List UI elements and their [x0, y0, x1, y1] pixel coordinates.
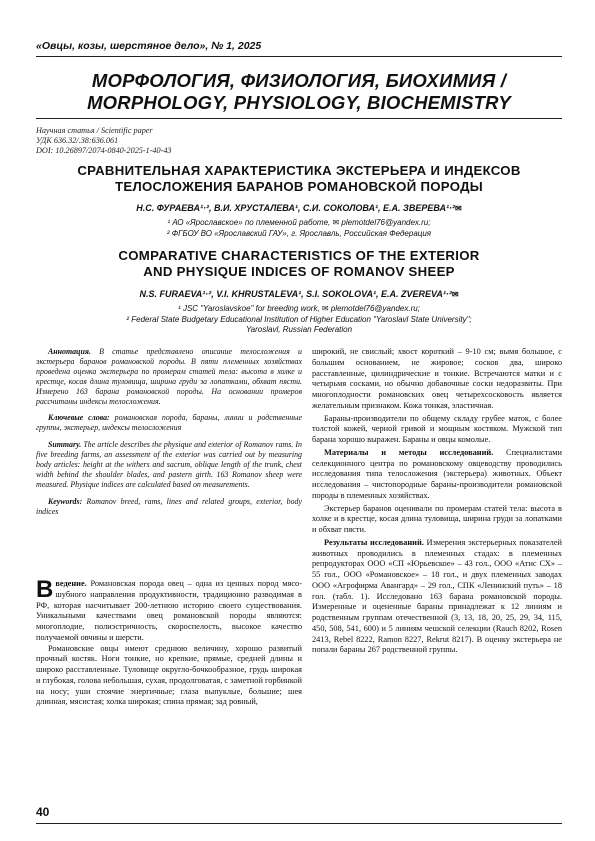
- section-title-ru: МОРФОЛОГИЯ, ФИЗИОЛОГИЯ, БИОХИМИЯ /: [91, 70, 507, 91]
- section-rule: [36, 118, 562, 119]
- results-label: Результаты исследований.: [324, 537, 424, 547]
- envelope-icon: ✉: [454, 204, 462, 213]
- abstract-ru-text: В статье представлено описание телосложения и экстерьера баранов романовской породы. В пяти племенных хозяйствах проведена оценка экстерьера по промерам статей тела: высота в холке и крестце, косая длина туловища, ширина груди за лопатками, обхват пясти. Измерено 163 барана романовской породы. На основании промеров рассчитаны индексы телосложения.: [36, 347, 302, 406]
- section-title: [36, 70, 562, 114]
- body-paragraph: Бараны-производители по общему складу грубее маток, с более толстой кожей, черной гривой и мощным костяком. Мужской тип барана хорошо выражен. Бараны и овцы комолые.: [312, 413, 562, 444]
- intro-label: ведение.: [55, 579, 87, 588]
- intro-text: Романовская порода овец – одна из ценных пород мясо-шубного направления продуктивности, традиционно разводимая в РФ, которая насчитывает 200-летнюю историю своего существования. Уникальными качествами овец романовской породы являются: многоплодие, полиэстричность, скороспелость, высокое качество получаемой овчины и шерсти.: [36, 579, 302, 642]
- affiliations-en: [36, 304, 562, 336]
- results-text: Измерения экстерьерных показателей животных проводились в племенных стадах: в племенных репродукторах ООО «СП «Юрьевское» – 43 гол., ООО «Атис СХ» – 55 гол., ООО «Романовское» – 18 гол., и двух племенных заводах ООО «Агрофирма Авангард» – 29 гол., СПК «Ленинский путь» – 18 гол. (табл. 1). Исследовано 163 барана романовской породы. Измеренные и оцененные бараны принадлежат к 12 линиям и родственным группам отечественной (3, 13, 18, 20, 25, 29, 34, 115, 450, 508, 541, 600) и 5 линиям чешской селекции (Rauch 8202, Rosen 2413, Rebel 8222, Ramon 8227, Rekrut 8217). В оценку экстерьера не попали бараны 267 родственной группы.: [312, 537, 562, 655]
- affiliations-ru: [36, 218, 562, 239]
- body-paragraph: Экстерьер баранов оценивали по промерам статей тела: высота в холке и в крестце, косая длина туловища, ширина груди за лопатками и обхват пясти.: [312, 503, 562, 534]
- keywords-ru-label: Ключевые слова:: [48, 413, 110, 423]
- authors-en: [36, 289, 562, 299]
- title-en-line1: COMPARATIVE CHARACTERISTICS OF THE EXTERIOR: [118, 248, 480, 263]
- title-ru-line2: ТЕЛОСЛОЖЕНИЯ БАРАНОВ РОМАНОВСКОЙ ПОРОДЫ: [115, 179, 483, 194]
- abstract-en-label: Summary.: [48, 440, 82, 450]
- aff-en-1: [36, 304, 562, 315]
- section-title-en: MORPHOLOGY, PHYSIOLOGY, BIOCHEMISTRY: [87, 92, 511, 113]
- keywords-ru-text: романовская порода, бараны, линии и родственные группы, экстерьер, индексы телосложения: [36, 413, 302, 433]
- aff-en-1-text: ¹ JSC "Yaroslavskoe" for breeding work,: [178, 304, 320, 313]
- body-left-column: [36, 576, 302, 708]
- article-type: Научная статья / Scientific paper: [36, 126, 153, 135]
- email-link[interactable]: plemotdel76@yandex.ru;: [341, 218, 431, 227]
- results-paragraph: [312, 538, 562, 656]
- abstract-block: [36, 347, 302, 524]
- page-number: 40: [36, 805, 50, 819]
- abstract-en: [36, 440, 302, 490]
- methods-paragraph: [312, 448, 562, 502]
- body-paragraph: Романовские овцы имеют среднюю величину, хорошо развитый прочный костяк. Ноги тонкие, но крепкие, прямые, средней длины и широко расставленные. Туловище округло-бочкообразное, грудь широкая и глубокая, голова небольшая, сухая, продолговатая, с заметной горбинкой на носу; уши стоячие энергичные; глаза выпуклые, большие; шея длинная, мясистая; холка широкая; спина прямая; зад ровный,: [36, 643, 302, 707]
- title-en: [36, 248, 562, 280]
- aff-ru-1-text: ¹ АО «Ярославское» по племенной работе,: [167, 218, 331, 227]
- title-ru-line1: СРАВНИТЕЛЬНАЯ ХАРАКТЕРИСТИКА ЭКСТЕРЬЕРА И ИНДЕКСОВ: [77, 163, 521, 178]
- drop-cap: В: [36, 576, 54, 603]
- journal-header: «Овцы, козы, шерстяное дело», № 1, 2025: [36, 40, 262, 52]
- envelope-icon: ✉: [321, 304, 329, 313]
- keywords-en-label: Keywords:: [48, 496, 83, 506]
- aff-ru-1: [36, 218, 562, 229]
- title-ru: [36, 163, 562, 195]
- aff-en-2: ² Federal State Budgetary Educational Institution of Higher Education "Yaroslavl State University";: [126, 314, 472, 324]
- keywords-en-text: Romanov breed, rams, lines and related groups, exterior, body indices: [36, 496, 302, 516]
- article-meta: [36, 126, 172, 156]
- abstract-ru: [36, 347, 302, 406]
- keywords-en: [36, 497, 302, 517]
- body-paragraph: широкий, не свислый; хвост короткий – 9-10 см; вымя большое, с большим основанием, не жировое; сосков два, широко расставленные, цилиндрические и тонкие. Встречаются матки и с четырьмя сосками, но обычно добавочные соски недоразвиты. При многоплодности романовских овец четырехсосковость является желательным признаком. Кожа тонкая, эластичная.: [312, 347, 562, 410]
- methods-label: Материалы и методы исследований.: [324, 447, 494, 457]
- abstract-ru-label: Аннотация.: [48, 347, 91, 356]
- envelope-icon: ✉: [332, 218, 340, 227]
- aff-ru-2: ² ФГБОУ ВО «Ярославский ГАУ», г. Ярославль, Российская Федерация: [166, 228, 432, 238]
- abstract-en-text: The article describes the physique and exterior of Romanov rams. In five breeding farms, an assessment of the exterior was carried out by measuring body articles: height at the withers and sacrum, oblique length of the trunk, chest width behind the shoulder blades, and pastern girth. 163 Romanov sheep were measured. Physique indices are calculated based on measurements.: [36, 440, 302, 489]
- title-en-line2: AND PHYSIQUE INDICES OF ROMANOV SHEEP: [143, 264, 455, 279]
- authors-ru: [36, 203, 562, 213]
- aff-en-2-city: Yaroslavl, Russian Federation: [245, 325, 353, 334]
- envelope-icon: ✉: [451, 290, 459, 299]
- authors-en-text: N.S. FURAEVA¹·², V.I. KHRUSTALEVA¹, S.I. SOKOLOVA¹, E.A. ZVEREVA¹·²: [139, 289, 452, 299]
- body-right-column: [312, 347, 562, 658]
- keywords-ru: [36, 413, 302, 433]
- doi: DOI: 10.26897/2074-0840-2025-1-40-43: [36, 146, 172, 155]
- authors-ru-text: Н.С. ФУРАЕВА¹·², В.И. ХРУСТАЛЕВА¹, С.И. СОКОЛОВА¹, Е.А. ЗВЕРЕВА¹·²: [136, 203, 455, 213]
- methods-text: Специалистами селекционного центра по романовскому овцеводству проводились исследования типа телосложения (экстерьера) животных. Объект исследования – чистопородные бараны-производители романовской породы в племенных хозяйствах.: [312, 447, 562, 500]
- intro-paragraph: [36, 576, 302, 644]
- email-link[interactable]: plemotdel76@yandex.ru;: [330, 304, 420, 313]
- udk: УДК 636.32/.38:636.061: [36, 136, 119, 145]
- header-rule: [36, 56, 562, 57]
- footer-rule: [36, 823, 562, 824]
